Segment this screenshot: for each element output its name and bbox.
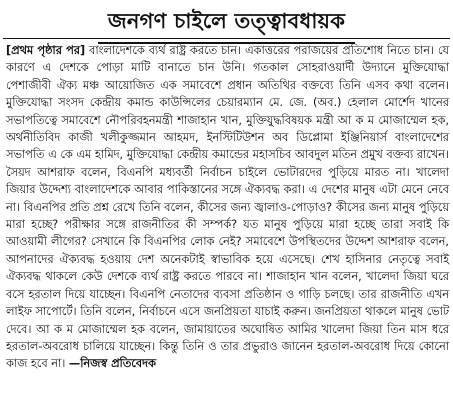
article-body [6, 42, 449, 373]
headline-divider [3, 38, 450, 39]
byline: —নিজস্ব প্রতিবেদক [68, 357, 156, 371]
continued-from-label: [প্রথম পৃষ্ঠার পর] [6, 44, 86, 57]
headline: জনগণ চাইলে তত্ত্বাবধায়ক [98, 5, 355, 44]
article-paragraph [6, 42, 449, 373]
article-text: বাংলাদেশকে ব্যর্থ রাষ্ট্র করতে চান। একাত্তরের পরাজয়ের প্রতিশোধ নিতে চান। যে কারণে এ দেশকে পোড়া মাটি বানাতে চান উনি। গতকাল সোহরাওয়ার্দী উদ্যানে মুক্তিযোদ্ধা পেশাজীবী ঐক্য মঞ্চ আয়োজিত এক সমাবেশে প্রধান অতিথির বক্তব্যে তিনি এসব কথা বলেন। মুক্তিযোদ্ধা সংসদ কেন্দ্রীয় কমান্ড কাউন্সিলের চেয়ারম্যান মে. জে. (অব.) হেলাল মোর্শেদ খানের সভাপতিত্বে সমাবেশে নৌপরিবহনমন্ত্রী শাজাহান খান, মুক্তিযুদ্ধবিষয়ক মন্ত্রী আ ক ম মোজাম্মেল হক, অর্থনীতিবিদ কাজী খলীকুজ্জমান আহমদ, ইনস্টিটিউশন অব ডিপ্লোমা ইঞ্জিনিয়ার্স বাংলাদেশের সভাপতি এ কে এম হামিদ, মুক্তিযোদ্ধা কেন্দ্রীয় কমান্ডের মহাসচিব আবদুল মতিন প্রমুখ বক্তব্য রাখেন। সৈয়দ আশরাফ বলেন, বিএনপি মধ্যবর্তী নির্বাচন চাইলে ভোটারদের পুড়িয়ে মারত না। খালেদা জিয়ার উদ্দেশ্য বাংলাদেশকে আবার পাকিস্তানের সঙ্গে ঐক্যবদ্ধ করা। এ দেশের মানুষ এটা মেনে নেবে না। বিএনপির প্রতি প্রশ্ন রেখে তিনি বলেন, কীসের জন্য জ্বালাও-পোড়াও? কীসের জন্য মানুষ পুড়িয়ে মারা হচ্ছে? পরীক্ষার সঙ্গে রাজনীতির কী সম্পর্ক? যত মানুষ পুড়িয়ে মারা হচ্ছে তারা সবাই কি আওয়ামী লীগের? সেখানে কি বিএনপির লোক নেই? সমাবেশে উপস্থিতদের উদ্দেশ আশরাফ বলেন, আপনাদের ঐক্যবদ্ধ হওয়ায় দেশ অনেকটাই স্বাভাবিক হয়ে এসেছে। শেখ হাসিনার নেতৃত্বে সবাই ঐক্যবদ্ধ থাকলে কেউ দেশকে ব্যর্থ রাষ্ট্র করতে পারবে না। শাজাহান খান বলেন, খালেদা জিয়া ঘরে বসে হরতাল দিয়ে যাচ্ছেন। বিএনপি নেতাদের ব্যবসা প্রতিষ্ঠান ও গাড়ি চলছে। তার রাজনীতি এখন লাইফ সাপোর্টে। তিনি বলেন, নির্বাচনে এসে জনপ্রিয়তা যাচাই করুন। জনপ্রিয়তা থাকলে মানুষ ভোট দেবে। আ ক ম মোজাম্মেল হক বলেন, জামায়াতের অঘোষিত আমির খালেদা জিয়া তিন মাস ধরে হরতাল-অবরোধ চালিয়ে যাচ্ছেন। কিন্তু তিনি ও তার প্রভুরাও জানেন হরতাল-অবরোধ দিয়ে কোনো কাজ হবে না। [6, 44, 450, 371]
